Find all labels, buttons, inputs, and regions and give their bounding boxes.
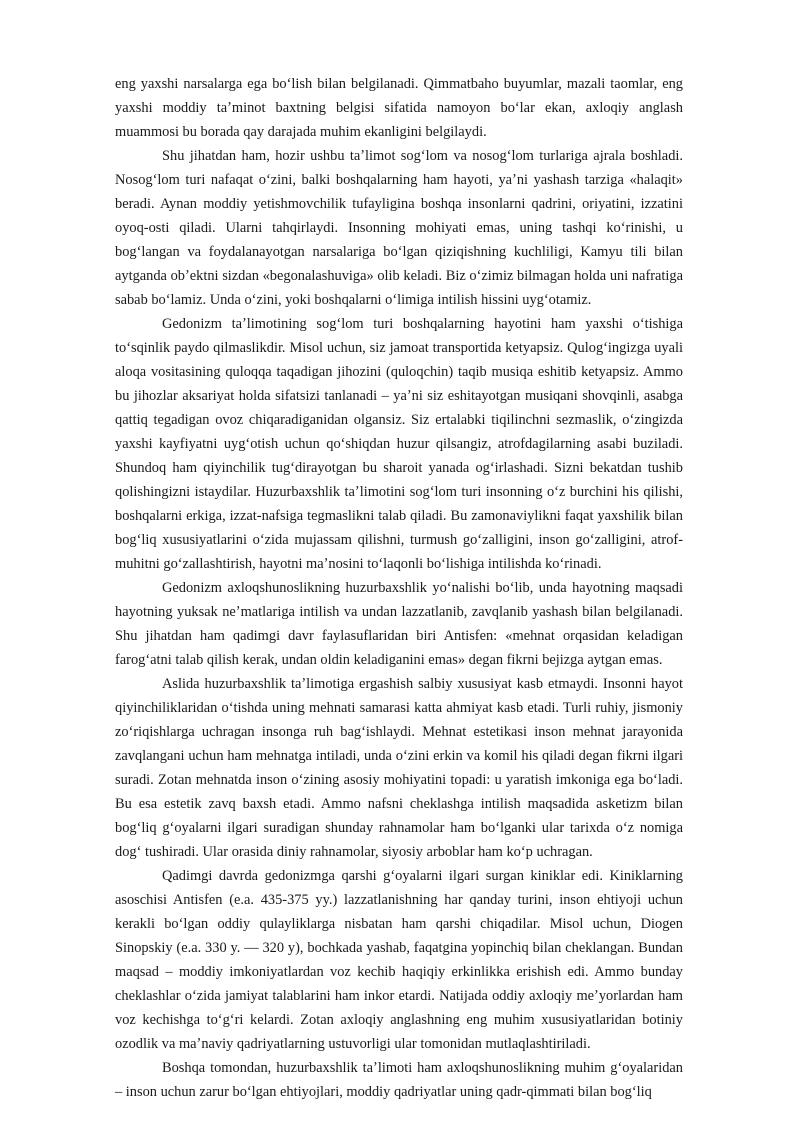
paragraph: Gedonizm taʼlimotining sogʻlom turi boshqalarning hayotini ham yaxshi oʻtishiga toʻsqinlik paydo qilmaslikdir. Misol uchun, siz jamoat transportida ketyapsiz. Qulogʻingizga uyali aloqa vositasining quloqqa taqadigan jihozini (quloqchin) taqib musiqa eshitib ketyapsiz. Ammo bu jihozlar aksariyat holda sifatsizi tanlanadi – yaʼni siz eshitayotgan musiqani shovqinli, asabga qattiq tegadigan ovoz chiqaradiganidan olgansiz. Siz ertalabki tiqilinchni sezmaslik, oʻzingizda yaxshi kayfiyatni uygʻotish uchun qoʻshiqdan huzur qilsangiz, atrofdagilarning asabi buziladi. Shundoq ham qiyinchilik tugʻdirayotgan bu sharoit yanada ogʻirlashadi. Sizni bekatdan tushib qolishingizni istaydilar. Huzurbaxshlik taʼlimotini sogʻlom turi insonning oʻz burchini his qilishi, boshqalarni erkiga, izzat-nafsiga tegmaslikni talab qiladi. Bu zamonaviylikni faqat yaxshilik bilan bogʻliq xususiyatlarini oʻzida mujassam qilishni, turmush goʻzalligini, inson goʻzalligini, atrof-muhitni goʻzallashtirish, hayotni maʼnosini toʻlaqonli boʻlishiga intilishda koʻrinadi. <box>115 316 683 572</box>
paragraph-continued: eng yaxshi narsalarga ega boʻlish bilan belgilanadi. Qimmatbaho buyumlar, mazali taomlar, eng yaxshi moddiy taʼminot baxtning belgisi sifatida namoyon boʻlar ekan, axloqiy anglash muammosi bu borada qay darajada muhim ekanligini belgilaydi. <box>115 76 683 140</box>
paragraph: Shu jihatdan ham, hozir ushbu taʼlimot sogʻlom va nosogʻlom turlariga ajrala boshladi. Nosogʻlom turi nafaqat oʻzini, balki boshqalarning ham hayoti, yaʼni yashash tarziga «halaqit» beradi. Aynan moddiy yetishmovchilik tufayligina boshqa insonlarni qadrini, oriyatini, izzatini oyoq-osti qiladi. Ularni tahqirlaydi. Insonning mohiyati emas, uning tashqi koʻrinishi, u bogʻlangan va foydalanayotgan narsalariga boʻlgan qiziqishning kuchliligi, Kamyu tili bilan aytganda obʼektni sizdan «begonalashuviga» olib keladi. Biz oʻzimiz bilmagan holda uni nafratiga sabab boʻlamiz. Unda oʻzini, yoki boshqalarni oʻlimiga intilish hissini uygʻotamiz. <box>115 148 683 308</box>
document-page <box>115 72 683 1104</box>
paragraph: Gedonizm axloqshunoslikning huzurbaxshlik yoʻnalishi boʻlib, unda hayotning maqsadi hayotning yuksak neʼmatlariga intilish va undan lazzatlanib, zavqlanib yashash bilan belgilanadi. Shu jihatdan ham qadimgi davr faylasuflaridan biri Antisfen: «mehnat orqasidan keladigan farogʻatni talab qilish kerak, undan oldin keladiganini emas» degan fikrni bejizga aytgan emas. <box>115 580 683 668</box>
paragraph: Boshqa tomondan, huzurbaxshlik taʼlimoti ham axloqshunoslikning muhim gʻoyalaridan – inson uchun zarur boʻlgan ehtiyojlari, moddiy qadriyatlar uning qadr-qimmati bilan bogʻliq <box>115 1060 683 1100</box>
paragraph: Aslida huzurbaxshlik taʼlimotiga ergashish salbiy xususiyat kasb etmaydi. Insonni hayot qiyinchiliklaridan oʻtishda uning mehnati samarasi katta ahmiyat kasb etadi. Turli ruhiy, jismoniy zoʻriqishlarga uchragan insonga ruh bagʻishlaydi. Mehnat estetikasi inson mehnat jarayonida zavqlangani uchun ham mehnatga intiladi, unda oʻzini erkin va komil his qiladi degan fikrni ilgari suradi. Zotan mehnatda inson oʻzining asosiy mohiyatini topadi: u yaratish imkoniga ega boʻladi. Bu esa estetik zavq baxsh etadi. Ammo nafsni cheklashga intilish maqsadida asketizm bilan bogʻliq gʻoyalarni ilgari suradigan shunday rahnamolar ham boʻlganki ular tarixda oʻz nomiga dogʻ tushiradi. Ular orasida diniy rahnamolar, siyosiy arboblar ham koʻp uchragan. <box>115 676 683 860</box>
paragraph: Qadimgi davrda gedonizmga qarshi gʻoyalarni ilgari surgan kiniklar edi. Kiniklarning asoschisi Antisfen (e.a. 435-375 yy.) lazzatlanishning har qanday turini, inson ehtiyoji uchun kerakli boʻlgan oddiy qulayliklarga nisbatan ham qarshi chiqadilar. Misol uchun, Diogen Sinopskiy (e.a. 330 y. — 320 y), bochkada yashab, faqatgina yopinchiq bilan cheklangan. Bundan maqsad – moddiy imkoniyatlardan voz kechib haqiqiy erkinlikka erishish edi. Ammo bunday cheklashlar oʻzida jamiyat talablarini ham inkor etardi. Natijada oddiy axloqiy meʼyorlardan ham voz kechishga toʻgʻri kelardi. Zotan axloqiy anglashning eng muhim xususiyatlaridan botiniy ozodlik va maʼnaviy qadriyatlarning ustuvorligi ular tomonidan mutlaqlashtiriladi. <box>115 868 683 1052</box>
